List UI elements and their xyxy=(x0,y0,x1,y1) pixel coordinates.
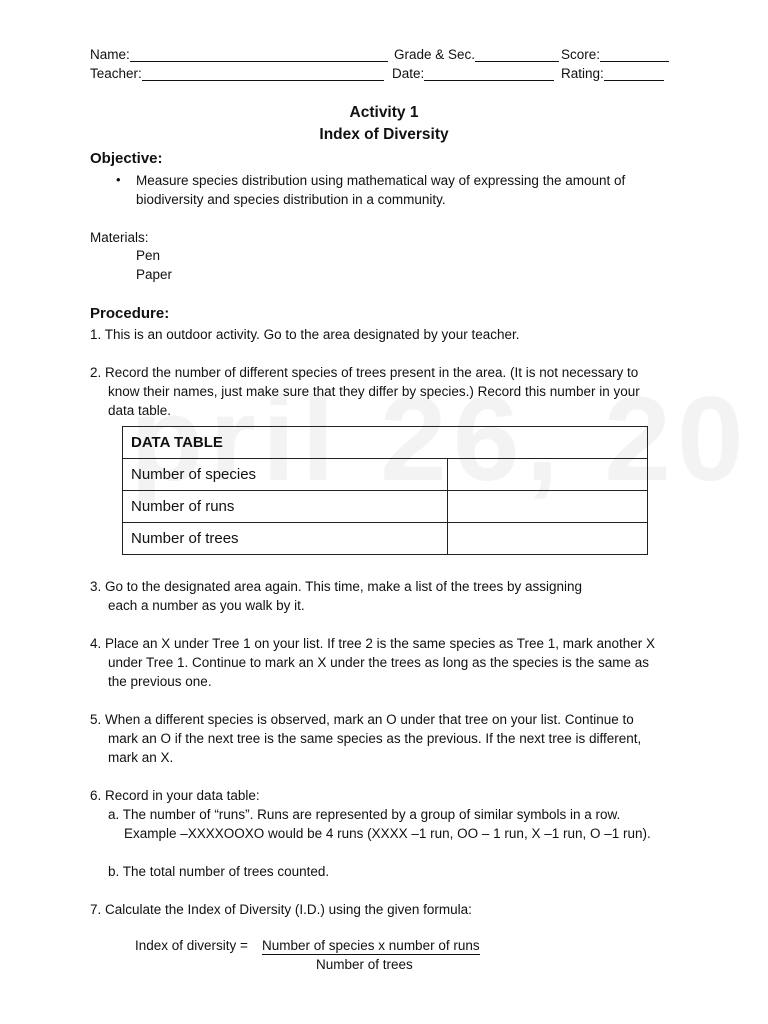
materials-heading: Materials: xyxy=(90,230,149,245)
step-5-line-3: mark an X. xyxy=(108,750,174,765)
formula-numerator: Number of species x number of runs xyxy=(262,938,480,953)
material-item: Paper xyxy=(136,267,173,282)
activity-title: Activity 1 xyxy=(349,104,419,121)
table-row xyxy=(123,459,648,491)
row-label-runs: Number of runs xyxy=(123,491,448,523)
step-3-line-1: 3. Go to the designated area again. This time, make a list of the trees by assigning xyxy=(90,579,583,594)
table-row xyxy=(123,491,648,523)
species-value-cell[interactable] xyxy=(448,459,648,491)
runs-value-cell[interactable] xyxy=(448,491,648,523)
step-2-line-3: data table. xyxy=(108,403,172,418)
step-1: 1. This is an outdoor activity. Go to the area designated by your teacher. xyxy=(90,327,520,342)
step-3-line-2: each a number as you walk by it. xyxy=(108,598,305,613)
data-table xyxy=(122,426,648,555)
step-6b: b. The total number of trees counted. xyxy=(108,864,330,879)
step-5-line-2: mark an O if the next tree is the same species as the previous. If the next tree is different, xyxy=(108,731,642,746)
objective-line-1: Measure species distribution using mathematical way of expressing the amount of xyxy=(136,173,626,188)
table-row xyxy=(123,523,648,555)
date-line[interactable] xyxy=(424,66,554,81)
step-2-line-2: know their names, just make sure that they differ by species.) Record this number in your xyxy=(108,384,640,399)
material-item: Pen xyxy=(136,248,161,263)
step-4-line-2: under Tree 1. Continue to mark an X under the trees as long as the species is the same as xyxy=(108,655,650,670)
step-2-line-1: 2. Record the number of different species of trees present in the area. (It is not necessary to xyxy=(90,365,639,380)
step-6a-line-2: Example –XXXXOOXO would be 4 runs (XXXX –1 run, OO – 1 run, X –1 run, O –1 run). xyxy=(124,826,651,841)
score-line[interactable] xyxy=(600,47,669,62)
grade-field[interactable]: Grade & Sec. xyxy=(394,47,559,62)
teacher-field[interactable]: Teacher: xyxy=(90,66,384,81)
step-7: 7. Calculate the Index of Diversity (I.D.) using the given formula: xyxy=(90,902,472,917)
row-label-trees: Number of trees xyxy=(123,523,448,555)
objective-heading: Objective: xyxy=(90,150,163,167)
step-6a-line-1: a. The number of “runs”. Runs are represented by a group of similar symbols in a row. xyxy=(108,807,621,822)
row-label-species: Number of species xyxy=(123,459,448,491)
step-4-line-1: 4. Place an X under Tree 1 on your list. If tree 2 is the same species as Tree 1, mark another X xyxy=(90,636,656,651)
trees-value-cell[interactable] xyxy=(448,523,648,555)
formula-denominator: Number of trees xyxy=(316,957,413,972)
teacher-line[interactable] xyxy=(142,66,384,81)
table-row xyxy=(123,427,648,459)
score-field[interactable]: Score: xyxy=(561,47,669,62)
topic-title: Index of Diversity xyxy=(319,126,449,143)
grade-line[interactable] xyxy=(475,47,559,62)
data-table-heading: DATA TABLE xyxy=(123,427,648,459)
step-4-line-3: the previous one. xyxy=(108,674,212,689)
formula-lhs: Index of diversity = xyxy=(135,938,248,953)
rating-line[interactable] xyxy=(604,66,664,81)
rating-field[interactable]: Rating: xyxy=(561,66,664,81)
step-5-line-1: 5. When a different species is observed, mark an O under that tree on your list. Continue to xyxy=(90,712,634,727)
name-line[interactable] xyxy=(130,47,388,62)
name-field[interactable]: Name: xyxy=(90,47,388,62)
procedure-heading: Procedure: xyxy=(90,305,170,322)
objective-line-2: biodiversity and species distribution in a community. xyxy=(136,192,446,207)
step-6-intro: 6. Record in your data table: xyxy=(90,788,260,803)
date-field[interactable]: Date: xyxy=(392,66,554,81)
objective-bullet: • xyxy=(116,172,121,187)
